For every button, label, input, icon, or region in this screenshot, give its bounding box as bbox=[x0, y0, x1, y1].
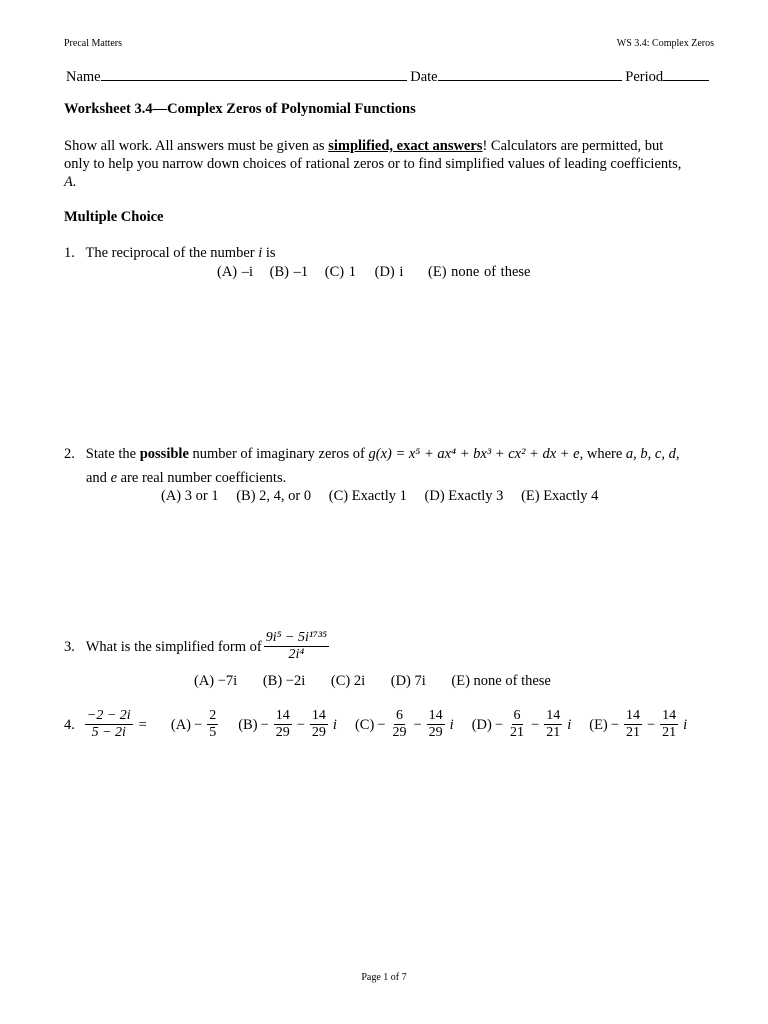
question-3 bbox=[64, 630, 331, 663]
q2-choice-b[interactable]: (B) 2, 4, or 0 bbox=[236, 488, 312, 504]
fraction-numerator: −2 − 2i bbox=[86, 708, 131, 723]
q3-choice-b[interactable]: (B) −2i bbox=[262, 673, 306, 689]
choice-label: (E) bbox=[589, 716, 608, 733]
section-heading: Multiple Choice bbox=[64, 209, 164, 225]
choice-label: (A) bbox=[170, 716, 191, 733]
question-text-2: number of imaginary zeros of bbox=[188, 446, 369, 462]
question-4 bbox=[64, 708, 687, 741]
choice-operator: − bbox=[646, 716, 656, 733]
question-3-choices bbox=[194, 672, 551, 690]
header-left: Precal Matters bbox=[64, 38, 123, 49]
question-number: 2. bbox=[64, 446, 75, 462]
question-text: and bbox=[86, 470, 111, 486]
choice-fraction bbox=[544, 708, 562, 741]
q1-choice-c[interactable]: (C) 1 bbox=[324, 264, 356, 280]
question-2 bbox=[64, 445, 679, 463]
q1-choice-d[interactable]: (D) i bbox=[374, 264, 404, 280]
question-number: 4. bbox=[64, 716, 75, 733]
q3-choice-a[interactable]: (A) −7i bbox=[194, 673, 238, 689]
q4-fraction bbox=[85, 708, 133, 741]
q3-choice-c[interactable]: (C) 2i bbox=[330, 673, 366, 689]
question-2-choices bbox=[161, 487, 598, 505]
choice-fraction bbox=[508, 708, 526, 741]
choice-operator: − bbox=[413, 716, 422, 733]
equals-sign: = bbox=[138, 716, 147, 733]
fraction-numerator: 14 bbox=[625, 708, 640, 723]
period-blank[interactable] bbox=[663, 66, 709, 81]
question-2-line-2 bbox=[86, 469, 286, 487]
page-footer: Page 1 of 7 bbox=[361, 972, 407, 983]
choice-fraction bbox=[390, 708, 408, 741]
fraction-denominator: 29 bbox=[428, 725, 443, 740]
name-blank[interactable] bbox=[101, 66, 407, 81]
choice-operator: − bbox=[531, 716, 540, 733]
question-text-2: are real number coefficients. bbox=[117, 470, 287, 486]
worksheet-title: Worksheet 3.4—Complex Zeros of Polynomial Functions bbox=[64, 101, 416, 117]
fraction-denominator: 29 bbox=[275, 725, 290, 740]
name-label: Name bbox=[66, 69, 101, 85]
name-line bbox=[66, 66, 709, 86]
fraction-numerator: 14 bbox=[275, 708, 290, 723]
instructions-text-2: ! Calculators are permitted, but bbox=[482, 138, 664, 154]
period-label: Period bbox=[625, 69, 664, 85]
date-blank[interactable] bbox=[438, 66, 622, 81]
question-text: State the bbox=[85, 446, 140, 462]
q1-choice-e[interactable]: (E) none of these bbox=[428, 264, 531, 280]
header-right: WS 3.4: Complex Zeros bbox=[616, 38, 714, 49]
question-var: i bbox=[258, 245, 263, 261]
q4-choice-e[interactable] bbox=[589, 708, 687, 741]
q2-choice-c[interactable]: (C) Exactly 1 bbox=[328, 488, 407, 504]
choice-sign: − bbox=[377, 716, 386, 733]
question-1 bbox=[64, 244, 276, 262]
choice-sign: − bbox=[494, 716, 504, 733]
choice-fraction bbox=[274, 708, 292, 741]
choice-fraction bbox=[207, 708, 218, 741]
instructions-text: Show all work. All answers must be given as bbox=[64, 138, 329, 154]
q4-choice-c[interactable] bbox=[355, 708, 454, 741]
q3-choice-d[interactable]: (D) 7i bbox=[390, 673, 426, 689]
q1-choice-b[interactable]: (B) –1 bbox=[269, 264, 309, 280]
choice-sign: − bbox=[610, 716, 619, 733]
imaginary-unit: i bbox=[683, 716, 688, 733]
fraction-numerator: 14 bbox=[546, 708, 561, 723]
q3-fraction bbox=[264, 630, 329, 663]
instructions-line-3: A. bbox=[64, 174, 77, 190]
choice-sign: − bbox=[194, 716, 203, 733]
q4-choice-b[interactable] bbox=[238, 708, 337, 741]
q3-choice-e[interactable]: (E) none of these bbox=[451, 673, 551, 689]
fraction-numerator: 6 bbox=[395, 708, 403, 723]
instructions-line-1 bbox=[64, 137, 663, 155]
date-label: Date bbox=[410, 69, 438, 85]
fraction-denominator: 5 bbox=[209, 725, 217, 740]
q2-choice-d[interactable]: (D) Exactly 3 bbox=[424, 488, 504, 504]
question-text: The reciprocal of the number bbox=[85, 245, 259, 261]
choice-label: (C) bbox=[354, 716, 375, 733]
question-number: 1. bbox=[64, 245, 75, 261]
q2-choice-e[interactable]: (E) Exactly 4 bbox=[521, 488, 599, 504]
fraction-denominator: 21 bbox=[510, 725, 525, 740]
choice-fraction bbox=[624, 708, 642, 741]
fraction-denominator: 2i⁴ bbox=[288, 647, 305, 662]
fraction-numerator: 14 bbox=[662, 708, 677, 723]
question-text-3: , where bbox=[579, 446, 626, 462]
coefficient-vars: a, b, c, d, bbox=[625, 446, 680, 462]
question-number: 3. bbox=[64, 638, 75, 655]
fraction-numerator: 14 bbox=[311, 708, 326, 723]
fraction-numerator: 14 bbox=[428, 708, 443, 723]
instructions-emphasis: simplified, exact answers bbox=[328, 138, 483, 154]
fraction-numerator: 2 bbox=[209, 708, 217, 723]
instructions-line-2: only to help you narrow down choices of rational zeros or to find simplified values of leading coefficients, bbox=[64, 156, 682, 172]
question-text-2: is bbox=[262, 245, 276, 261]
polynomial-function: g(x) = x⁵ + ax⁴ + bx³ + cx² + dx + e bbox=[368, 446, 580, 462]
choice-fraction bbox=[310, 708, 328, 741]
coefficient-var: e bbox=[110, 470, 117, 486]
imaginary-unit: i bbox=[567, 716, 572, 733]
q1-choice-a[interactable]: (A) –i bbox=[217, 264, 254, 280]
q4-choice-d[interactable] bbox=[472, 708, 572, 741]
fraction-denominator: 21 bbox=[662, 725, 677, 740]
fraction-numerator: 9i⁵ − 5i¹⁷³⁵ bbox=[265, 630, 327, 645]
fraction-denominator: 21 bbox=[546, 725, 561, 740]
choice-sign: − bbox=[260, 716, 269, 733]
fraction-denominator: 5 − 2i bbox=[91, 725, 126, 740]
question-text: What is the simplified form of bbox=[85, 638, 262, 655]
fraction-denominator: 21 bbox=[625, 725, 640, 740]
fraction-numerator: 6 bbox=[513, 708, 521, 723]
imaginary-unit: i bbox=[332, 716, 337, 733]
fraction-denominator: 29 bbox=[392, 725, 407, 740]
choice-fraction bbox=[427, 708, 445, 741]
q2-choice-a[interactable]: (A) 3 or 1 bbox=[161, 488, 219, 504]
choice-fraction bbox=[660, 708, 678, 741]
choice-label: (D) bbox=[471, 716, 492, 733]
question-bold: possible bbox=[139, 446, 189, 462]
imaginary-unit: i bbox=[449, 716, 454, 733]
question-1-choices bbox=[217, 263, 530, 281]
choice-label: (B) bbox=[238, 716, 258, 733]
choice-operator: − bbox=[296, 716, 305, 733]
q4-choice-a[interactable] bbox=[171, 708, 220, 741]
fraction-denominator: 29 bbox=[311, 725, 326, 740]
